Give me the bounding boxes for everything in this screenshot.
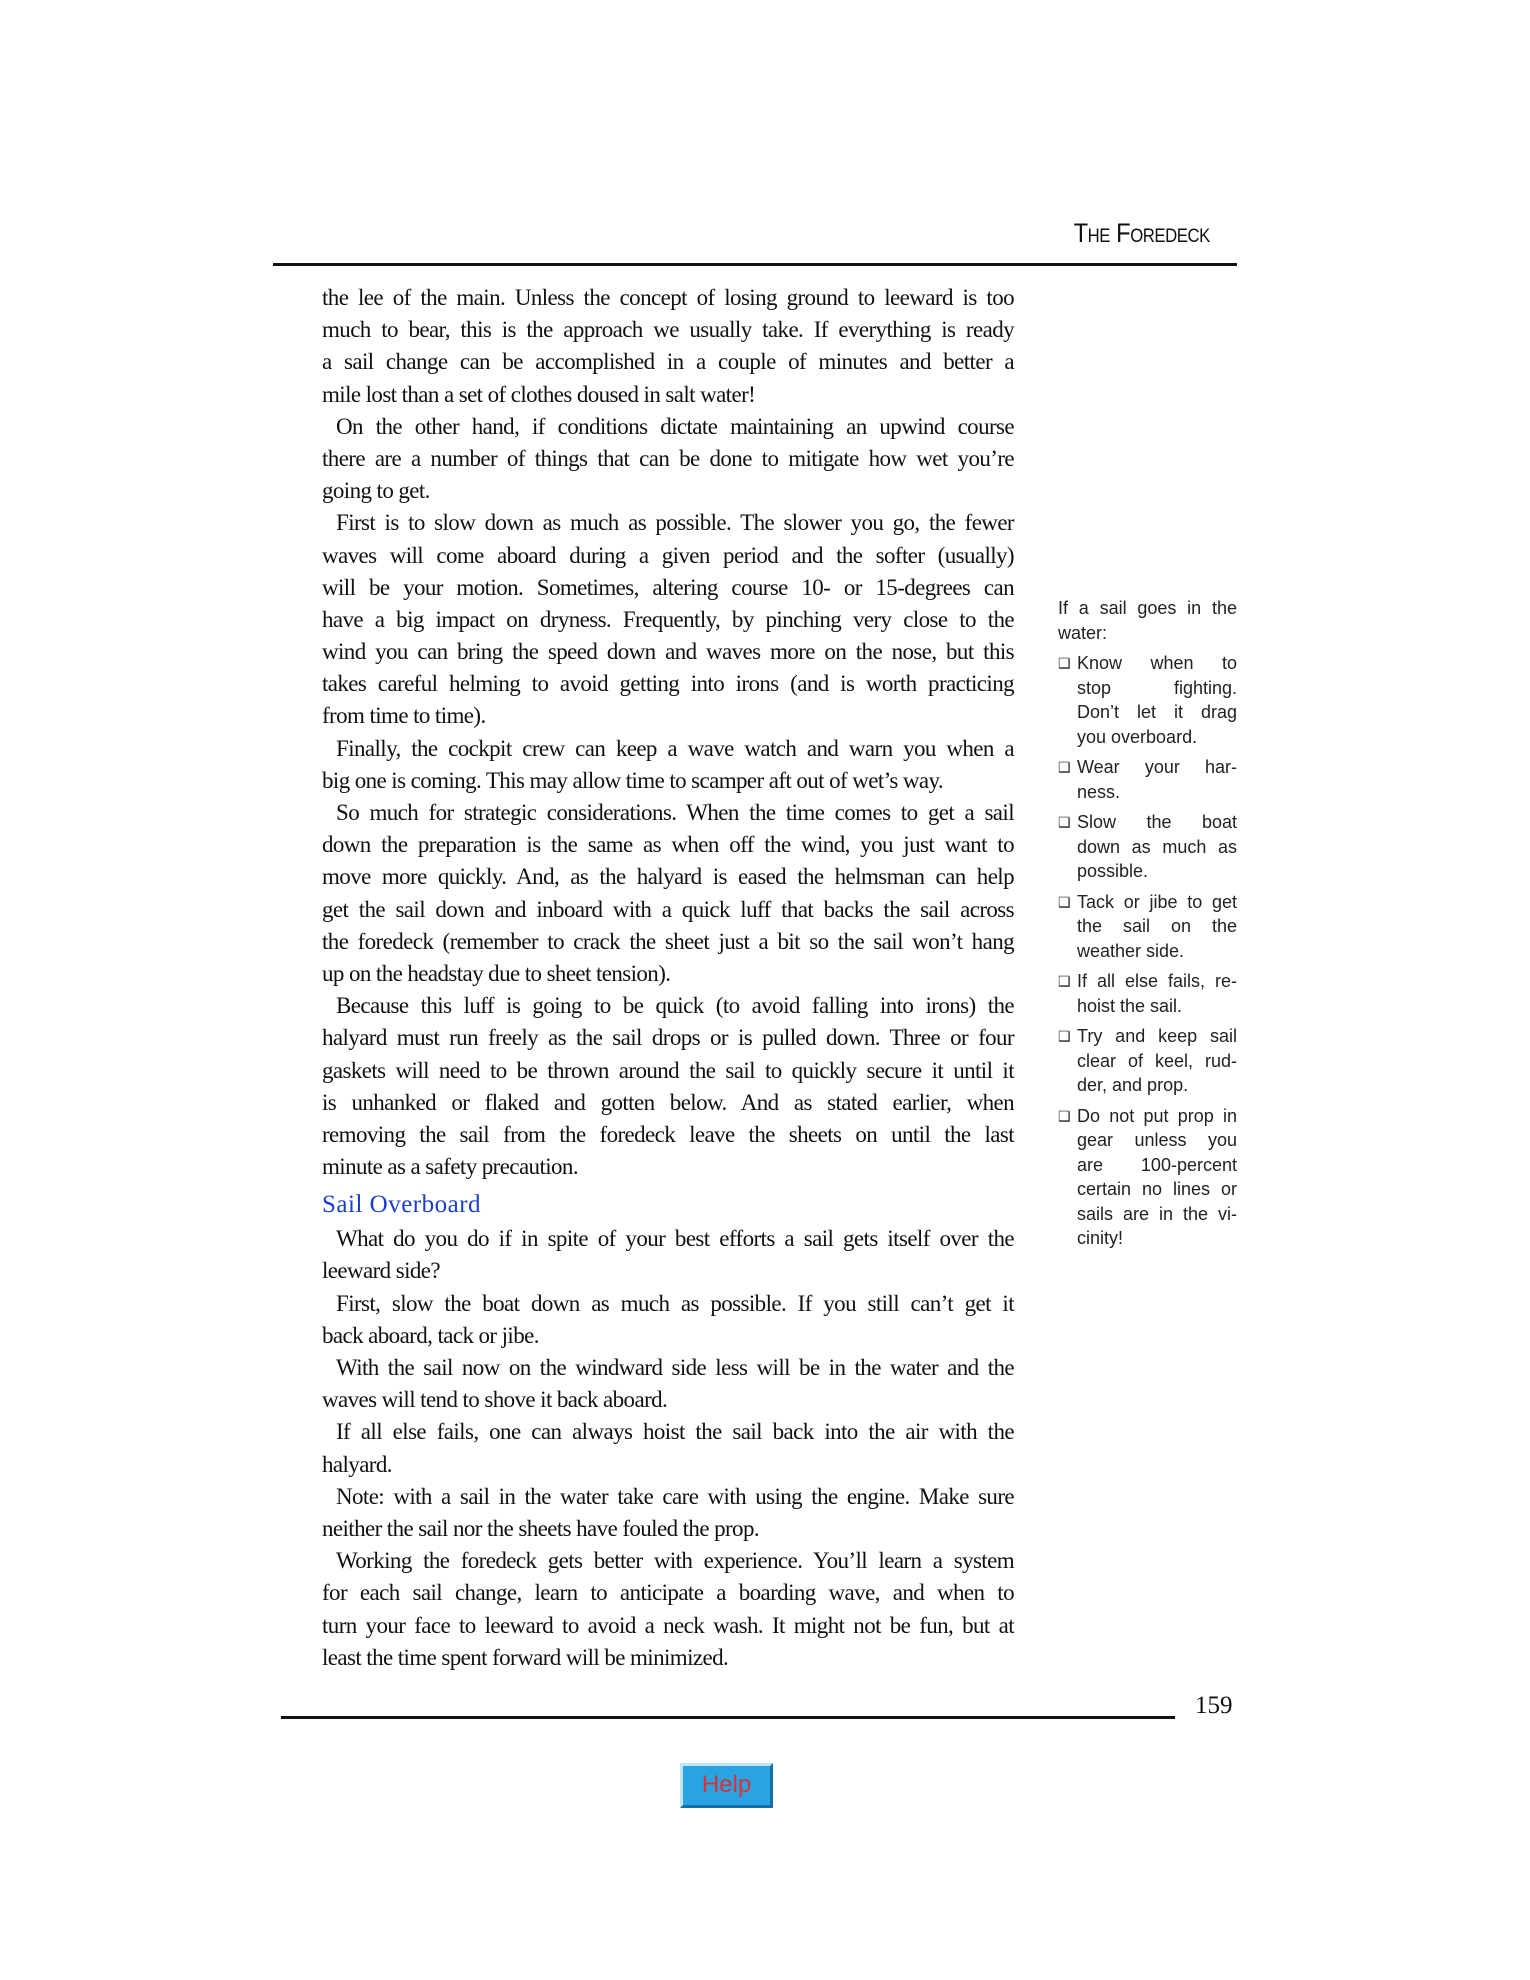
text-line: wind you can bring the speed down and waves more on the nose, but this bbox=[322, 639, 1014, 665]
paragraph bbox=[322, 1223, 1014, 1287]
sidebar-line: Tack or jibe to get bbox=[1077, 891, 1237, 912]
text-line: minute as a safety precaution. bbox=[322, 1154, 578, 1180]
text-line: there are a number of things that can be done to mitigate how wet you’re bbox=[322, 445, 1014, 471]
sidebar-line: hoist the sail. bbox=[1077, 995, 1183, 1016]
paragraph bbox=[322, 1545, 1014, 1674]
text-line: a sail change can be accomplished in a couple of minutes and better a bbox=[322, 349, 1014, 375]
text-line: waves will come aboard during a given period and the softer (usually) bbox=[322, 542, 1014, 568]
body-text bbox=[322, 282, 1014, 1674]
sidebar-line: Try and keep sail bbox=[1077, 1026, 1237, 1046]
sidebar-line: Wear your har- bbox=[1077, 757, 1237, 777]
text-line: down the preparation is the same as when off the wind, you just want to bbox=[322, 832, 1014, 858]
text-line: gaskets will need to be thrown around the sail to quickly secure it until it bbox=[322, 1057, 1014, 1083]
text-line: least the time spent forward will be minimized. bbox=[322, 1644, 729, 1670]
sidebar-line: gear unless you bbox=[1077, 1130, 1237, 1150]
checkbox-icon: ❑ bbox=[1058, 1028, 1071, 1044]
checkbox-icon: ❑ bbox=[1058, 893, 1071, 910]
text-line: the lee of the main. Unless the concept of losing ground to leeward is too bbox=[322, 285, 1014, 310]
sidebar-line: Do not put prop in bbox=[1077, 1105, 1237, 1126]
text-line: So much for strategic considerations. When the time comes to get a sail bbox=[336, 800, 1014, 825]
text-line: waves will tend to shove it back aboard. bbox=[322, 1387, 668, 1413]
sidebar-line: stop fighting. bbox=[1077, 677, 1237, 698]
header-rule bbox=[273, 263, 1237, 266]
text-line: Working the foredeck gets better with experience. You’ll learn a system bbox=[336, 1548, 1014, 1574]
text-line: Finally, the cockpit crew can keep a wave watch and warn you when a bbox=[336, 735, 1014, 761]
text-line: First, slow the boat down as much as possible. If you still can’t get it bbox=[336, 1290, 1014, 1316]
text-line: leeward side? bbox=[322, 1258, 440, 1284]
section-heading: Sail Overboard bbox=[322, 1191, 482, 1219]
sidebar-line: possible. bbox=[1077, 861, 1149, 881]
text-line: With the sail now on the windward side less will be in the water and the bbox=[336, 1355, 1014, 1380]
sidebar-line: the sail on the bbox=[1077, 916, 1237, 936]
text-line: neither the sail nor the sheets have fouled the prop. bbox=[322, 1515, 759, 1541]
paragraph bbox=[322, 1288, 1014, 1352]
text-line: get the sail down and inboard with a quick luff that backs the sail across bbox=[322, 896, 1014, 922]
paragraph bbox=[322, 1481, 1014, 1545]
text-line: from time to time). bbox=[322, 703, 486, 729]
text-line: up on the headstay due to sheet tension). bbox=[322, 960, 671, 986]
text-line: the foredeck (remember to crack the sheet just a bit so the sail won’t hang bbox=[322, 928, 1014, 954]
sidebar-line: der, and prop. bbox=[1077, 1075, 1189, 1095]
checkbox-icon: ❑ bbox=[1058, 814, 1071, 830]
sidebar-list-item bbox=[1058, 755, 1237, 804]
sidebar-list-item bbox=[1058, 810, 1237, 884]
text-line: is unhanked or flaked and gotten below. And as stated earlier, when bbox=[322, 1089, 1014, 1115]
text-line: turn your face to leeward to avoid a neck wash. It might not be fun, but at bbox=[322, 1612, 1014, 1638]
text-line: First is to slow down as much as possible. The slower you go, the fewer bbox=[336, 510, 1014, 536]
text-line: move more quickly. And, as the halyard is eased the helmsman can help bbox=[322, 864, 1014, 890]
text-line: removing the sail from the foredeck leave the sheets on until the last bbox=[322, 1121, 1014, 1147]
sidebar-line: sails are in the vi- bbox=[1077, 1203, 1237, 1224]
sidebar-line: If all else fails, re- bbox=[1077, 971, 1237, 991]
paragraph bbox=[322, 797, 1014, 990]
sidebar-list-item bbox=[1058, 1024, 1237, 1098]
text-line: will be your motion. Sometimes, altering course 10- or 15-degrees can bbox=[322, 574, 1014, 600]
sidebar-line: Don’t let it drag bbox=[1077, 702, 1237, 722]
sidebar-intro bbox=[1058, 596, 1237, 645]
sidebar-list-item bbox=[1058, 651, 1237, 749]
sidebar-line: Know when to bbox=[1077, 653, 1237, 673]
running-header: The Foredeck bbox=[1073, 218, 1210, 248]
checkbox-icon: ❑ bbox=[1058, 655, 1071, 671]
paragraph bbox=[322, 733, 1014, 797]
checkbox-icon: ❑ bbox=[1058, 759, 1071, 775]
sidebar-list-item bbox=[1058, 890, 1237, 964]
text-line: What do you do if in spite of your best efforts a sail gets itself over the bbox=[336, 1226, 1014, 1252]
sidebar-line: Slow the boat bbox=[1077, 812, 1237, 832]
page-number: 159 bbox=[1195, 1692, 1233, 1719]
paragraph bbox=[322, 282, 1014, 411]
sidebar-list-item bbox=[1058, 1104, 1237, 1251]
sidebar-line: certain no lines or bbox=[1077, 1179, 1237, 1199]
sidebar-note bbox=[1058, 596, 1237, 1251]
text-line: If all else fails, one can always hoist the sail back into the air with the bbox=[336, 1419, 1014, 1445]
text-line: mile lost than a set of clothes doused in salt water! bbox=[322, 381, 756, 407]
text-line: big one is coming. This may allow time to scamper aft out of wet’s way. bbox=[322, 767, 944, 793]
sidebar-line: ness. bbox=[1077, 781, 1121, 802]
help-button[interactable]: Help bbox=[680, 1763, 773, 1808]
sidebar-line: clear of keel, rud- bbox=[1077, 1050, 1237, 1071]
text-line: back aboard, tack or jibe. bbox=[322, 1322, 539, 1348]
checkbox-icon: ❑ bbox=[1058, 973, 1071, 989]
text-line: Note: with a sail in the water take care with using the engine. Make sure bbox=[336, 1483, 1014, 1509]
sidebar-line: If a sail goes in the bbox=[1058, 598, 1237, 618]
text-line: have a big impact on dryness. Frequently, by pinching very close to the bbox=[322, 606, 1014, 632]
sidebar-line: cinity! bbox=[1077, 1228, 1124, 1248]
paragraph bbox=[322, 990, 1014, 1183]
text-line: takes careful helming to avoid getting into irons (and is worth practicing bbox=[322, 671, 1014, 697]
paragraph bbox=[322, 507, 1014, 732]
paragraph bbox=[322, 411, 1014, 508]
sidebar-line: down as much as bbox=[1077, 836, 1237, 857]
text-line: Because this luff is going to be quick (to avoid falling into irons) the bbox=[336, 993, 1014, 1019]
paragraph bbox=[322, 1416, 1014, 1480]
text-line: halyard must run freely as the sail drops or is pulled down. Three or four bbox=[322, 1025, 1014, 1051]
text-line: for each sail change, learn to anticipate a boarding wave, and when to bbox=[322, 1580, 1014, 1606]
paragraph bbox=[322, 1352, 1014, 1416]
text-line: much to bear, this is the approach we usually take. If everything is ready bbox=[322, 317, 1014, 343]
footer-rule bbox=[281, 1716, 1175, 1719]
text-line: going to get. bbox=[322, 478, 430, 504]
sidebar-line: water: bbox=[1058, 622, 1108, 643]
checkbox-icon: ❑ bbox=[1058, 1107, 1071, 1124]
text-line: On the other hand, if conditions dictate maintaining an upwind course bbox=[336, 413, 1014, 439]
sidebar-line: weather side. bbox=[1077, 940, 1185, 961]
sidebar-list-item bbox=[1058, 969, 1237, 1018]
text-line: halyard. bbox=[322, 1451, 392, 1477]
sidebar-line: are 100-percent bbox=[1077, 1154, 1237, 1175]
sidebar-line: you overboard. bbox=[1077, 726, 1198, 747]
